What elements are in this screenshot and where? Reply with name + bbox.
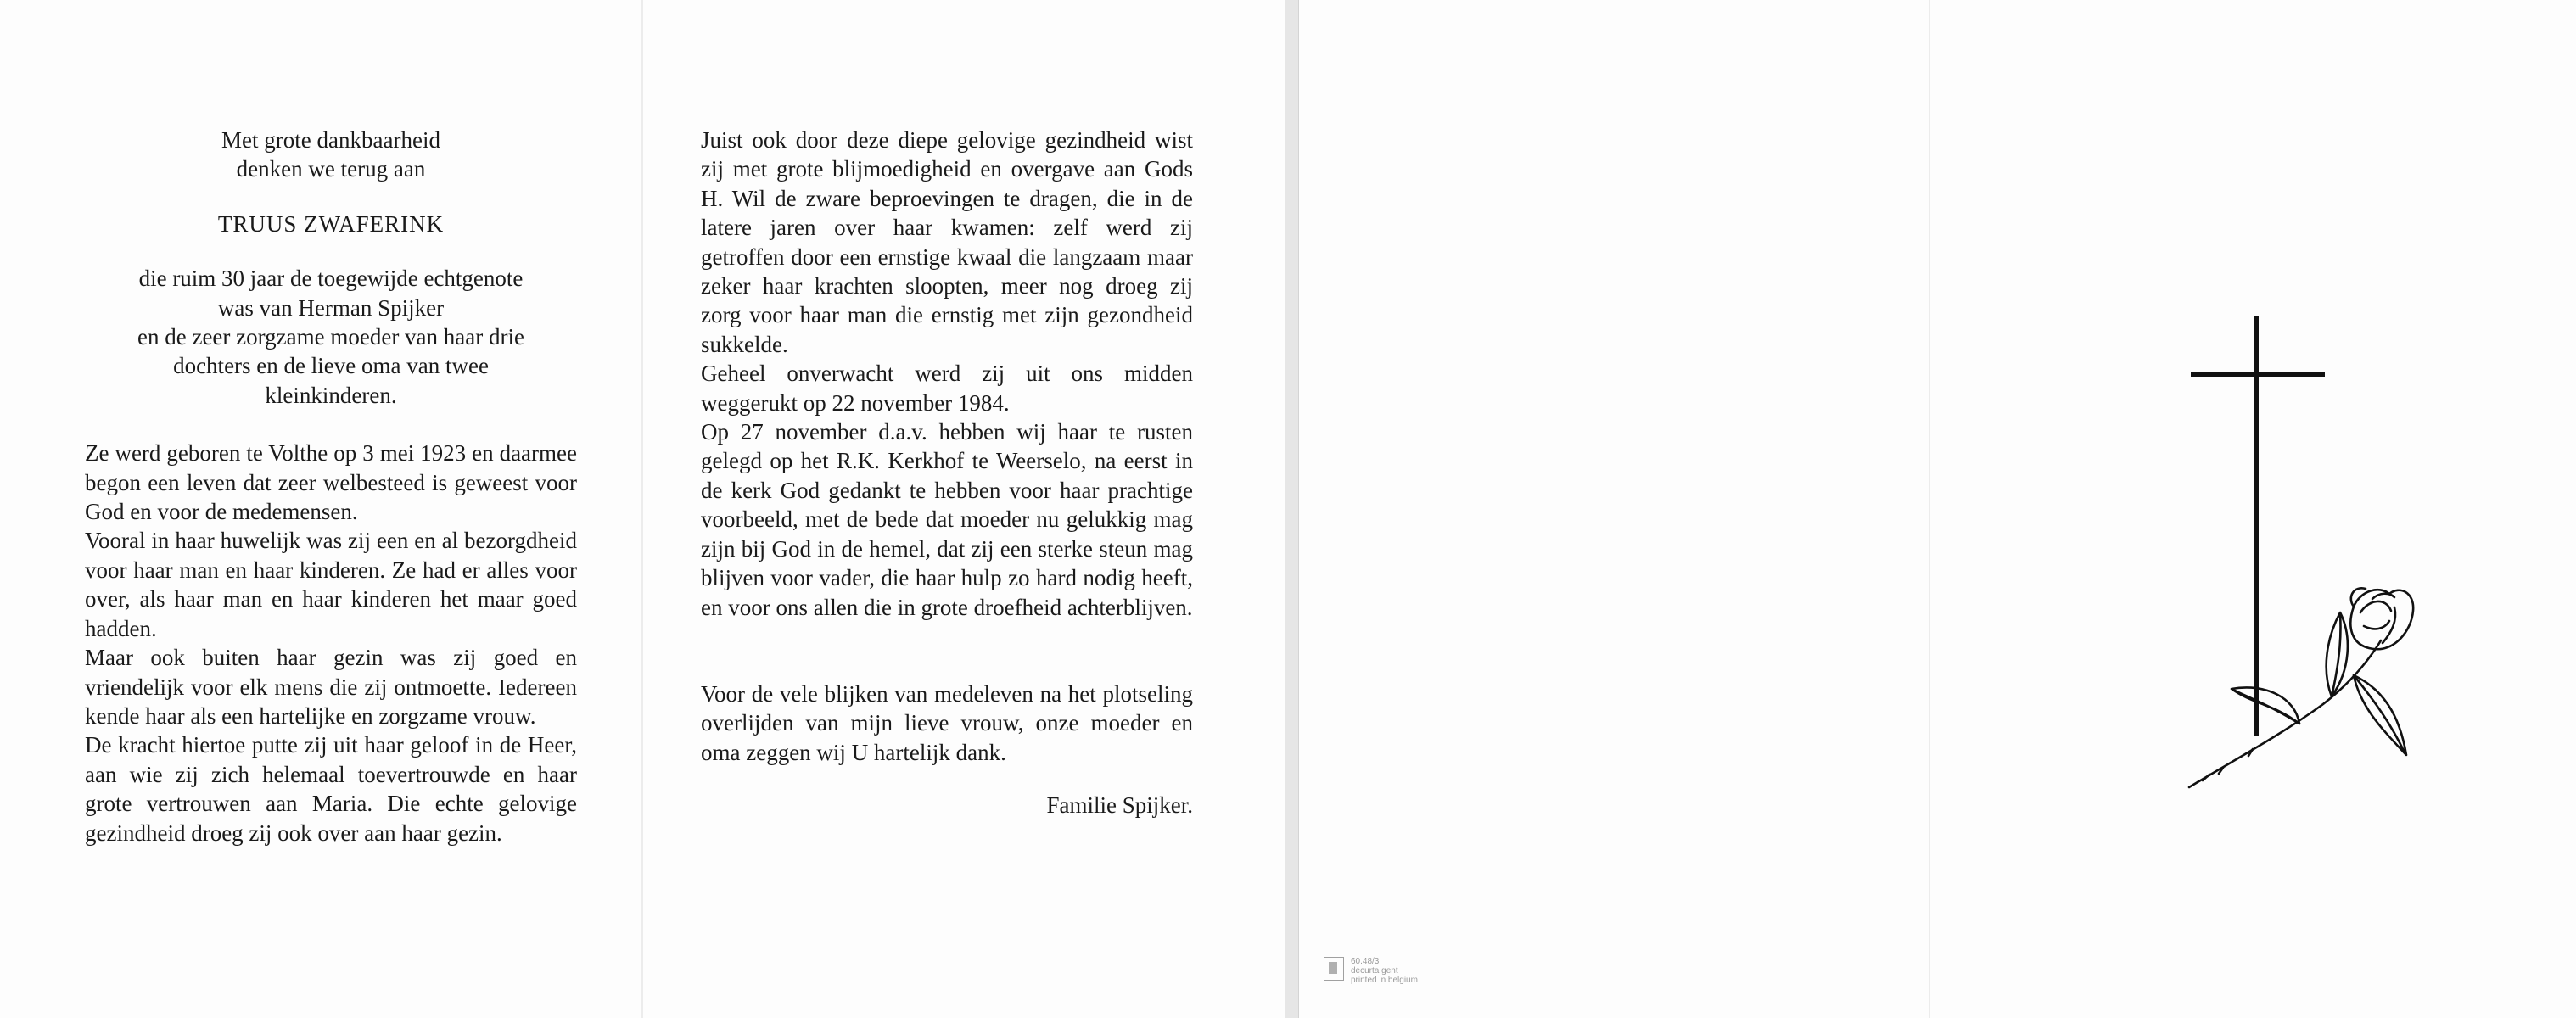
biography-paragraph: De kracht hiertoe putte zij uit haar geloof in de Heer, aan wie zij zich helemaal toevertrouwde en haar grote vertrouwen aan Maria. Die echte gelovige gezindheid droeg zij ook over aan haar gezin. xyxy=(85,732,577,846)
fold-line xyxy=(641,0,643,1018)
imprint-origin: printed in belgium xyxy=(1351,976,1418,985)
opening-lines xyxy=(85,126,577,184)
imprint-text xyxy=(1351,957,1418,985)
cross-icon xyxy=(2191,316,2325,736)
continuation-paragraph: Geheel onverwacht werd zij uit ons midden weggerukt op 22 november 1984. xyxy=(701,361,1193,416)
opening-line: denken we terug aan xyxy=(236,156,426,182)
biography-paragraph: Vooral in haar huwelijk was zij een en al bezorgdheid voor haar man en haar kinderen. Ze had er alles voor over, als haar man en haar kinderen het maar goed hadden. xyxy=(85,528,577,641)
biography-paragraph: Ze werd geboren te Volthe op 3 mei 1923 en daarmee begon een leven dat zeer welbesteed is geweest voor God en voor de medemensen. xyxy=(85,440,577,525)
deceased-name: TRUUS ZWAFERINK xyxy=(217,210,445,237)
right-column xyxy=(701,126,1193,820)
biography xyxy=(85,439,577,847)
description-line: en de zeer zorgzame moeder van haar drie xyxy=(137,324,524,350)
fold-line xyxy=(1929,0,1930,1018)
description-line: kleinkinderen. xyxy=(265,382,397,408)
description-line: dochters en de lieve oma van twee xyxy=(173,353,489,379)
description xyxy=(85,264,577,410)
thanks-paragraph: Voor de vele blijken van medeleven na het plotseling overlijden van mijn lieve vrouw, onze moeder en oma zeggen wij U hartelijk dank. xyxy=(701,680,1193,765)
family-signature: Familie Spijker. xyxy=(1046,792,1193,819)
continuation xyxy=(701,126,1193,622)
inside-spread xyxy=(0,0,1285,1018)
printer-imprint xyxy=(1324,957,1418,985)
imprint-code: 60.48/3 xyxy=(1351,957,1380,966)
cross-with-rose-illustration xyxy=(2172,305,2418,806)
continuation-paragraph: Op 27 november d.a.v. hebben wij haar te rusten gelegd op het R.K. Kerkhof te Weerselo, na eerst in de kerk God gedankt te hebben voor haar prachtige voorbeeld, met de bede dat moeder nu gelukkig mag zijn bij God in de hemel, dat zij een sterke steun mag blijven voor vader, die haar hulp zo hard nodig heeft, en voor ons allen die in grote droefheid achterblijven. xyxy=(701,419,1193,620)
imprint-printer: decurta gent xyxy=(1351,966,1398,976)
description-line: die ruim 30 jaar de toegewijde echtgenote xyxy=(138,266,524,292)
opening-line: Met grote dankbaarheid xyxy=(221,127,440,153)
printer-logo-icon xyxy=(1324,957,1344,981)
left-column xyxy=(85,126,577,847)
continuation-paragraph: Juist ook door deze diepe gelovige gezindheid wist zij met grote blijmoedigheid en overgave aan Gods H. Wil de zware beproevingen te dragen, die in de latere jaren over haar kwamen: zelf werd zij getroffen door een ernstige kwaal die langzaam maar zeker haar krachten sloopten, meer nog droeg zij zorg voor haar man die ernstig met zijn gezondheid sukkelde. xyxy=(701,127,1193,357)
description-line: was van Herman Spijker xyxy=(217,294,445,321)
biography-paragraph: Maar ook buiten haar gezin was zij goed en vriendelijk voor elk mens die zij ontmoette. Iedereen kende haar als een hartelijke en zorgzame vrouw. xyxy=(85,645,577,729)
rose-icon xyxy=(2189,588,2413,787)
